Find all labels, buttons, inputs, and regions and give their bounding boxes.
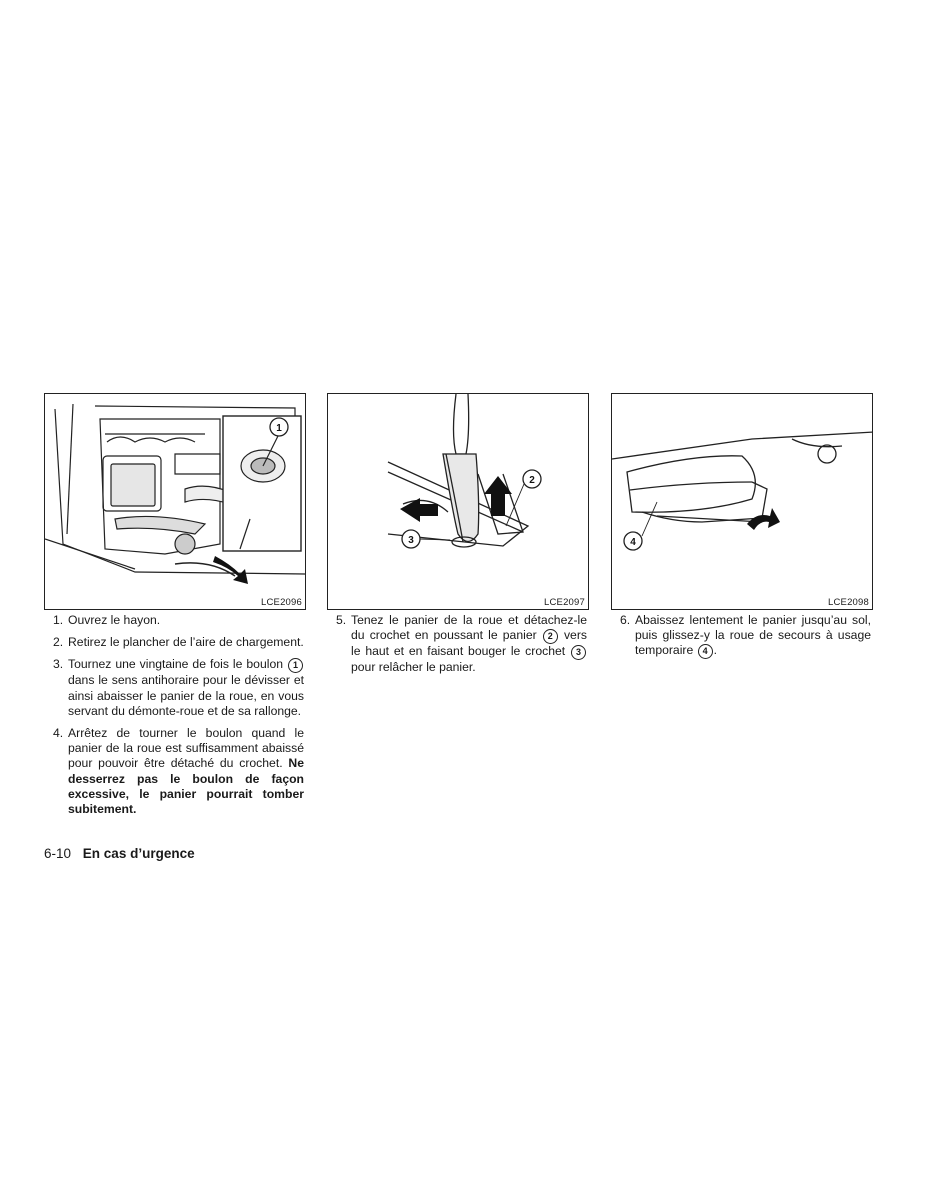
step-2: [44, 635, 304, 650]
step-number: 1.: [53, 613, 64, 627]
callout-ref-3: 3: [571, 645, 586, 660]
figure-lce2098: [611, 393, 873, 610]
step-text: Retirez le plancher de l’aire de chargement.: [68, 635, 304, 650]
page-footer: [44, 846, 195, 861]
step-text-cont: dans le sens antihoraire pour le dévisser et ainsi abaisser le panier de la roue, en vous servant du démonte-roue et de sa rallonge.: [68, 673, 304, 718]
callout-ref-4: 4: [698, 644, 713, 659]
step-3: [44, 657, 304, 719]
figure-lce2097: [327, 393, 589, 610]
section-title: En cas d’urgence: [82, 846, 195, 861]
svg-text:3: 3: [408, 535, 414, 546]
callout-ref-1: 1: [288, 658, 303, 673]
column-1: [44, 613, 304, 824]
spare-tire-bolt-illustration: [45, 394, 306, 610]
callout-3: [402, 530, 450, 548]
step-text-mid: vers le haut et en faisant bouger le crochet: [351, 628, 587, 659]
callout-ref-2: 2: [543, 629, 558, 644]
step-text: Abaissez lentement le panier jusqu’au sol, puis glissez-y la roue de secours à usage temporaire: [635, 613, 871, 658]
step-number: 2.: [53, 635, 64, 650]
step-number: 4.: [53, 726, 64, 741]
column-2: [327, 613, 587, 682]
lower-basket-illustration: [612, 394, 873, 610]
step-number: 3.: [53, 657, 64, 672]
step-text: Ouvrez le hayon.: [68, 613, 161, 627]
step-text: Tenez le panier de la roue et détachez-le du crochet en poussant le panier: [351, 613, 587, 643]
figure-lce2096: [44, 393, 306, 610]
step-number: 6.: [620, 613, 631, 627]
step-number: 5.: [336, 613, 347, 627]
figure-code: LCE2098: [827, 597, 869, 608]
step-5: [327, 613, 587, 675]
figure-code: LCE2096: [260, 597, 302, 608]
svg-text:4: 4: [630, 537, 636, 548]
warning-text: Ne desserrez pas le boulon de façon excessive, le panier pourrait tomber subitement.: [68, 756, 304, 817]
callout-1: [270, 418, 288, 436]
step-1: [44, 613, 304, 628]
step-6: [611, 613, 871, 659]
basket-hook-illustration: [328, 394, 589, 610]
step-text: Tournez une vingtaine de fois le boulon: [68, 657, 287, 672]
column-3: [611, 613, 871, 666]
step-text-cont: pour relâcher le panier.: [351, 660, 476, 675]
step-text: Arrêtez de tourner le boulon quand le panier de la roue est suffisamment abaissé pour pouvoir être détaché du crochet.: [68, 726, 304, 771]
step-4: [44, 726, 304, 817]
svg-text:1: 1: [276, 423, 282, 434]
page-number: 6-10: [44, 846, 72, 861]
figure-code: LCE2097: [543, 597, 585, 608]
svg-text:2: 2: [529, 475, 535, 486]
step-text-cont: .: [713, 643, 718, 658]
